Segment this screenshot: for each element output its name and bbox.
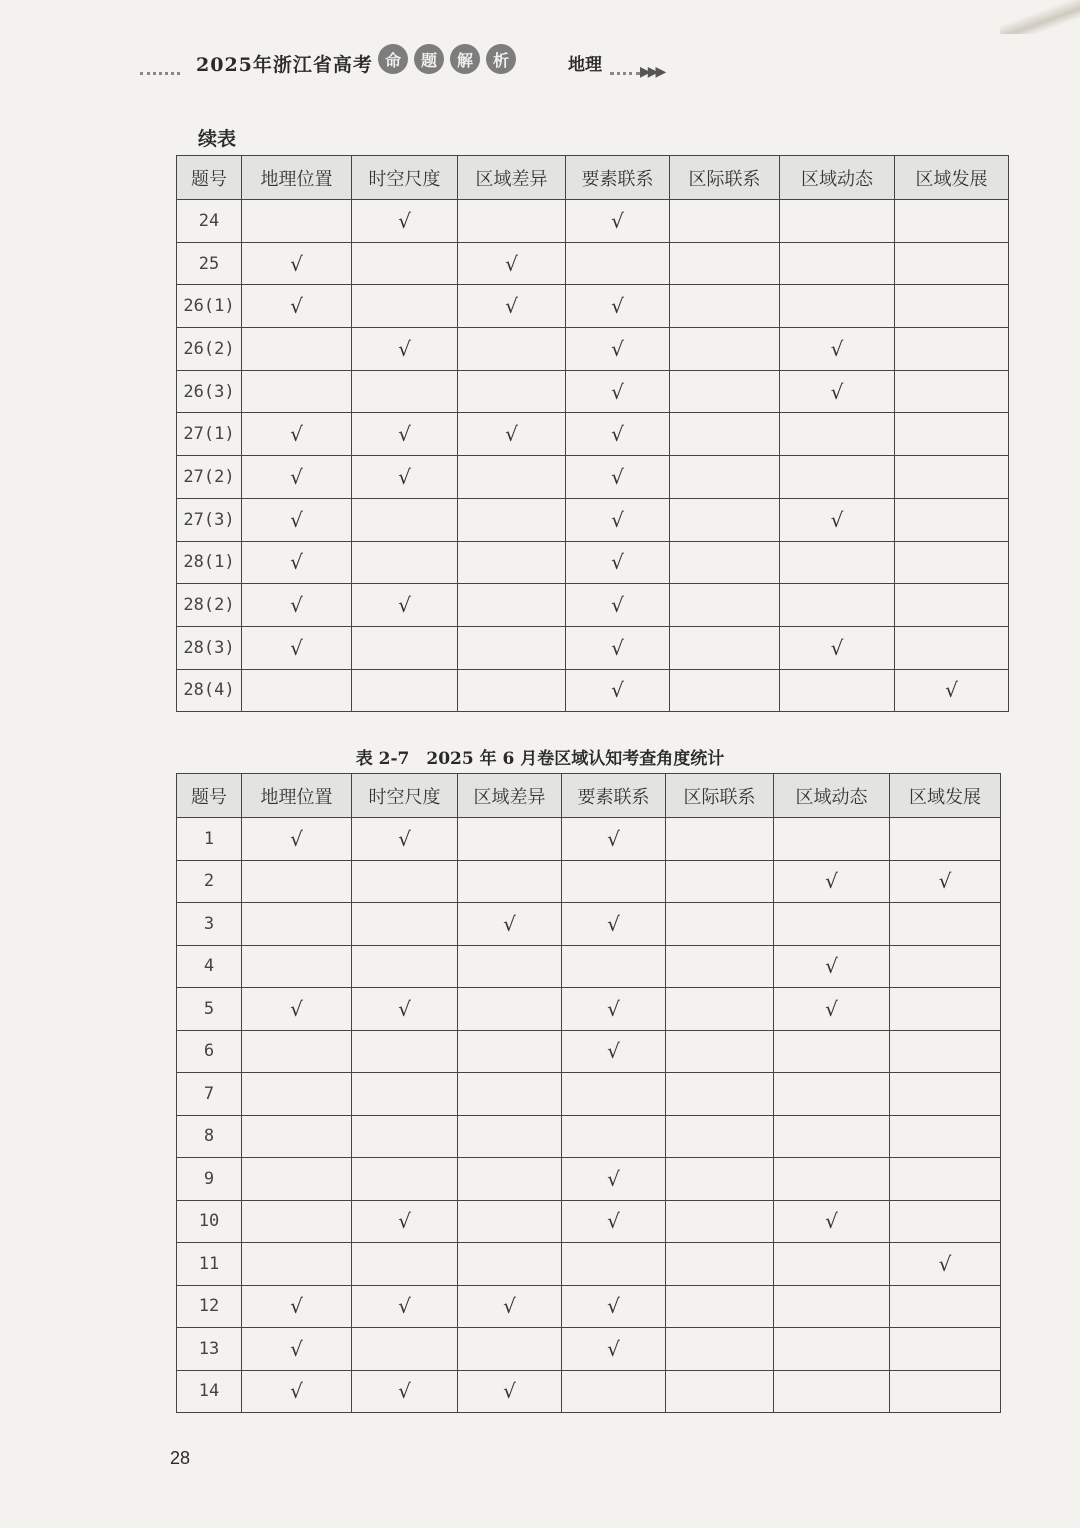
empty-cell: [242, 903, 352, 946]
question-number-cell: 10: [177, 1200, 242, 1243]
empty-cell: [352, 1158, 458, 1201]
empty-cell: [774, 1030, 890, 1073]
empty-cell: [890, 988, 1001, 1031]
page-number: 28: [170, 1448, 191, 1468]
empty-cell: [458, 1158, 562, 1201]
empty-cell: [666, 903, 774, 946]
question-number-cell: 24: [177, 200, 242, 243]
empty-cell: [895, 626, 1009, 669]
empty-cell: [458, 584, 566, 627]
empty-cell: [458, 818, 562, 861]
empty-cell: [458, 1115, 562, 1158]
empty-cell: [774, 1243, 890, 1286]
table-row: [177, 584, 1009, 627]
question-number-cell: 14: [177, 1370, 242, 1413]
header-dots-left: [140, 72, 180, 75]
table-row: [177, 626, 1009, 669]
continued-table-label: 续表: [198, 128, 237, 150]
empty-cell: [780, 242, 895, 285]
empty-cell: [774, 818, 890, 861]
empty-cell: [242, 1030, 352, 1073]
empty-cell: [774, 903, 890, 946]
empty-cell: [895, 285, 1009, 328]
question-number-cell: 1: [177, 818, 242, 861]
empty-cell: [670, 669, 780, 712]
column-header: 时空尺度: [352, 774, 458, 818]
check-mark-cell: √: [774, 988, 890, 1031]
table-row: [177, 1370, 1001, 1413]
empty-cell: [774, 1073, 890, 1116]
table-row: [177, 456, 1009, 499]
check-mark-cell: √: [780, 498, 895, 541]
check-mark-cell: √: [566, 669, 670, 712]
empty-cell: [780, 200, 895, 243]
check-mark-cell: √: [242, 626, 352, 669]
check-mark-cell: √: [458, 413, 566, 456]
empty-cell: [666, 1370, 774, 1413]
empty-cell: [352, 1030, 458, 1073]
column-header: 区域发展: [895, 156, 1009, 200]
column-header: 地理位置: [242, 774, 352, 818]
table-row: [177, 988, 1001, 1031]
empty-cell: [666, 945, 774, 988]
column-header: 区域差异: [458, 774, 562, 818]
table-row: [177, 1243, 1001, 1286]
empty-cell: [458, 456, 566, 499]
header-badge: 命: [378, 44, 408, 74]
empty-cell: [458, 1200, 562, 1243]
empty-cell: [458, 328, 566, 371]
empty-cell: [670, 413, 780, 456]
check-mark-cell: √: [566, 200, 670, 243]
empty-cell: [352, 860, 458, 903]
column-header: 区域差异: [458, 156, 566, 200]
empty-cell: [780, 541, 895, 584]
empty-cell: [780, 669, 895, 712]
column-header: 区域发展: [890, 774, 1001, 818]
check-mark-cell: √: [562, 903, 666, 946]
empty-cell: [458, 860, 562, 903]
check-mark-cell: √: [352, 818, 458, 861]
empty-cell: [895, 413, 1009, 456]
question-number-cell: 11: [177, 1243, 242, 1286]
empty-cell: [895, 328, 1009, 371]
check-mark-cell: √: [352, 413, 458, 456]
check-mark-cell: √: [242, 584, 352, 627]
empty-cell: [670, 498, 780, 541]
empty-cell: [890, 1328, 1001, 1371]
table-row: [177, 242, 1009, 285]
check-mark-cell: √: [458, 285, 566, 328]
header-badge: 题: [414, 44, 444, 74]
check-mark-cell: √: [352, 1200, 458, 1243]
empty-cell: [458, 669, 566, 712]
question-number-cell: 27(3): [177, 498, 242, 541]
check-mark-cell: √: [458, 903, 562, 946]
check-mark-cell: √: [562, 818, 666, 861]
question-number-cell: 28(2): [177, 584, 242, 627]
header-badge: 析: [486, 44, 516, 74]
empty-cell: [670, 285, 780, 328]
empty-cell: [666, 1200, 774, 1243]
column-header: 时空尺度: [352, 156, 458, 200]
empty-cell: [780, 584, 895, 627]
table-row: [177, 1328, 1001, 1371]
check-mark-cell: √: [242, 988, 352, 1031]
empty-cell: [890, 1285, 1001, 1328]
check-mark-cell: √: [242, 413, 352, 456]
empty-cell: [774, 1285, 890, 1328]
question-number-cell: 27(2): [177, 456, 242, 499]
empty-cell: [352, 1115, 458, 1158]
question-number-cell: 25: [177, 242, 242, 285]
table-caption: 表 2-7 2025 年 6 月卷区域认知考查角度统计: [355, 749, 725, 769]
check-mark-cell: √: [780, 328, 895, 371]
column-header: 区际联系: [666, 774, 774, 818]
question-number-cell: 4: [177, 945, 242, 988]
table-row: [177, 328, 1009, 371]
empty-cell: [670, 626, 780, 669]
empty-cell: [562, 1370, 666, 1413]
table-row: [177, 818, 1001, 861]
column-header: 题号: [177, 774, 242, 818]
column-header: 题号: [177, 156, 242, 200]
table-row: [177, 669, 1009, 712]
table-row: [177, 285, 1009, 328]
empty-cell: [666, 1030, 774, 1073]
empty-cell: [666, 988, 774, 1031]
empty-cell: [895, 541, 1009, 584]
table-row: [177, 860, 1001, 903]
empty-cell: [242, 370, 352, 413]
empty-cell: [352, 498, 458, 541]
empty-cell: [774, 1370, 890, 1413]
check-mark-cell: √: [352, 584, 458, 627]
header-arrows-icon: ▶▶▶: [640, 64, 664, 80]
question-number-cell: 7: [177, 1073, 242, 1116]
empty-cell: [242, 1073, 352, 1116]
empty-cell: [352, 1073, 458, 1116]
empty-cell: [666, 1328, 774, 1371]
empty-cell: [458, 370, 566, 413]
empty-cell: [666, 818, 774, 861]
empty-cell: [780, 456, 895, 499]
check-mark-cell: √: [352, 328, 458, 371]
empty-cell: [895, 456, 1009, 499]
check-mark-cell: √: [352, 988, 458, 1031]
table-header-row: [177, 774, 1001, 818]
empty-cell: [562, 945, 666, 988]
empty-cell: [458, 988, 562, 1031]
column-header: 要素联系: [562, 774, 666, 818]
check-mark-cell: √: [562, 1200, 666, 1243]
check-mark-cell: √: [242, 1285, 352, 1328]
question-number-cell: 6: [177, 1030, 242, 1073]
empty-cell: [562, 1073, 666, 1116]
check-mark-cell: √: [458, 1285, 562, 1328]
empty-cell: [774, 1328, 890, 1371]
check-mark-cell: √: [242, 242, 352, 285]
question-number-cell: 28(4): [177, 669, 242, 712]
empty-cell: [352, 242, 458, 285]
empty-cell: [780, 413, 895, 456]
empty-cell: [458, 945, 562, 988]
question-number-cell: 9: [177, 1158, 242, 1201]
question-number-cell: 2: [177, 860, 242, 903]
header-title: 2025年浙江省高考: [196, 54, 373, 76]
check-mark-cell: √: [352, 200, 458, 243]
table-header-row: [177, 156, 1009, 200]
table-row: [177, 1073, 1001, 1116]
empty-cell: [666, 860, 774, 903]
empty-cell: [890, 1370, 1001, 1413]
question-number-cell: 26(3): [177, 370, 242, 413]
table-row: [177, 903, 1001, 946]
empty-cell: [890, 945, 1001, 988]
column-header: 要素联系: [566, 156, 670, 200]
table-row: [177, 1115, 1001, 1158]
check-mark-cell: √: [562, 1285, 666, 1328]
empty-cell: [895, 242, 1009, 285]
empty-cell: [352, 285, 458, 328]
empty-cell: [352, 669, 458, 712]
empty-cell: [670, 456, 780, 499]
check-mark-cell: √: [566, 498, 670, 541]
empty-cell: [242, 945, 352, 988]
empty-cell: [242, 1243, 352, 1286]
empty-cell: [352, 1328, 458, 1371]
check-mark-cell: √: [890, 860, 1001, 903]
empty-cell: [352, 626, 458, 669]
empty-cell: [458, 1030, 562, 1073]
check-mark-cell: √: [242, 285, 352, 328]
question-number-cell: 12: [177, 1285, 242, 1328]
table-row: [177, 945, 1001, 988]
empty-cell: [666, 1243, 774, 1286]
check-mark-cell: √: [566, 626, 670, 669]
table-row: [177, 1158, 1001, 1201]
question-number-cell: 13: [177, 1328, 242, 1371]
check-mark-cell: √: [774, 1200, 890, 1243]
column-header: 区域动态: [774, 774, 890, 818]
empty-cell: [242, 328, 352, 371]
table-row: [177, 1285, 1001, 1328]
empty-cell: [458, 1073, 562, 1116]
table-row: [177, 1030, 1001, 1073]
page-header: [140, 44, 700, 84]
question-number-cell: 28(3): [177, 626, 242, 669]
check-mark-cell: √: [562, 1030, 666, 1073]
empty-cell: [242, 200, 352, 243]
column-header: 地理位置: [242, 156, 352, 200]
empty-cell: [670, 242, 780, 285]
table-row: [177, 370, 1009, 413]
empty-cell: [458, 541, 566, 584]
empty-cell: [242, 1200, 352, 1243]
empty-cell: [352, 370, 458, 413]
column-header: 区际联系: [670, 156, 780, 200]
empty-cell: [562, 1243, 666, 1286]
question-number-cell: 28(1): [177, 541, 242, 584]
check-mark-cell: √: [562, 988, 666, 1031]
question-number-cell: 5: [177, 988, 242, 1031]
empty-cell: [562, 860, 666, 903]
empty-cell: [890, 1073, 1001, 1116]
empty-cell: [890, 903, 1001, 946]
empty-cell: [890, 1030, 1001, 1073]
empty-cell: [780, 285, 895, 328]
empty-cell: [890, 818, 1001, 861]
question-number-cell: 26(2): [177, 328, 242, 371]
column-header: 区域动态: [780, 156, 895, 200]
check-mark-cell: √: [780, 626, 895, 669]
check-mark-cell: √: [566, 285, 670, 328]
empty-cell: [774, 1158, 890, 1201]
empty-cell: [666, 1073, 774, 1116]
header-subject: 地理: [568, 55, 602, 75]
page-corner-shadow: [1000, 0, 1080, 34]
empty-cell: [566, 242, 670, 285]
empty-cell: [670, 584, 780, 627]
check-mark-cell: √: [458, 242, 566, 285]
empty-cell: [670, 200, 780, 243]
table-row: [177, 413, 1009, 456]
table-row: [177, 1200, 1001, 1243]
check-mark-cell: √: [562, 1328, 666, 1371]
empty-cell: [670, 328, 780, 371]
empty-cell: [242, 860, 352, 903]
check-mark-cell: √: [352, 1370, 458, 1413]
check-mark-cell: √: [566, 328, 670, 371]
header-badges: [378, 44, 516, 74]
empty-cell: [352, 903, 458, 946]
empty-cell: [890, 1115, 1001, 1158]
check-mark-cell: √: [458, 1370, 562, 1413]
check-mark-cell: √: [242, 1328, 352, 1371]
empty-cell: [666, 1158, 774, 1201]
check-mark-cell: √: [242, 1370, 352, 1413]
question-number-cell: 8: [177, 1115, 242, 1158]
question-number-cell: 26(1): [177, 285, 242, 328]
continued-stats-table: [176, 155, 1009, 712]
empty-cell: [242, 1158, 352, 1201]
empty-cell: [890, 1200, 1001, 1243]
empty-cell: [352, 541, 458, 584]
table-row: [177, 200, 1009, 243]
check-mark-cell: √: [352, 456, 458, 499]
check-mark-cell: √: [352, 1285, 458, 1328]
empty-cell: [242, 669, 352, 712]
table-row: [177, 541, 1009, 584]
check-mark-cell: √: [242, 541, 352, 584]
empty-cell: [562, 1115, 666, 1158]
empty-cell: [666, 1285, 774, 1328]
empty-cell: [670, 370, 780, 413]
empty-cell: [774, 1115, 890, 1158]
check-mark-cell: √: [566, 584, 670, 627]
empty-cell: [890, 1158, 1001, 1201]
june-exam-stats-table: [176, 773, 1001, 1413]
empty-cell: [458, 1243, 562, 1286]
empty-cell: [458, 498, 566, 541]
empty-cell: [458, 1328, 562, 1371]
question-number-cell: 3: [177, 903, 242, 946]
header-badge: 解: [450, 44, 480, 74]
check-mark-cell: √: [566, 541, 670, 584]
check-mark-cell: √: [242, 456, 352, 499]
check-mark-cell: √: [562, 1158, 666, 1201]
check-mark-cell: √: [774, 860, 890, 903]
check-mark-cell: √: [895, 669, 1009, 712]
empty-cell: [670, 541, 780, 584]
check-mark-cell: √: [566, 413, 670, 456]
empty-cell: [458, 200, 566, 243]
check-mark-cell: √: [242, 498, 352, 541]
empty-cell: [895, 584, 1009, 627]
header-dots-right: [610, 72, 640, 75]
empty-cell: [895, 200, 1009, 243]
check-mark-cell: √: [780, 370, 895, 413]
empty-cell: [352, 945, 458, 988]
empty-cell: [458, 626, 566, 669]
empty-cell: [666, 1115, 774, 1158]
question-number-cell: 27(1): [177, 413, 242, 456]
empty-cell: [895, 370, 1009, 413]
check-mark-cell: √: [566, 370, 670, 413]
empty-cell: [895, 498, 1009, 541]
check-mark-cell: √: [242, 818, 352, 861]
table-row: [177, 498, 1009, 541]
check-mark-cell: √: [774, 945, 890, 988]
empty-cell: [352, 1243, 458, 1286]
check-mark-cell: √: [566, 456, 670, 499]
check-mark-cell: √: [890, 1243, 1001, 1286]
empty-cell: [242, 1115, 352, 1158]
